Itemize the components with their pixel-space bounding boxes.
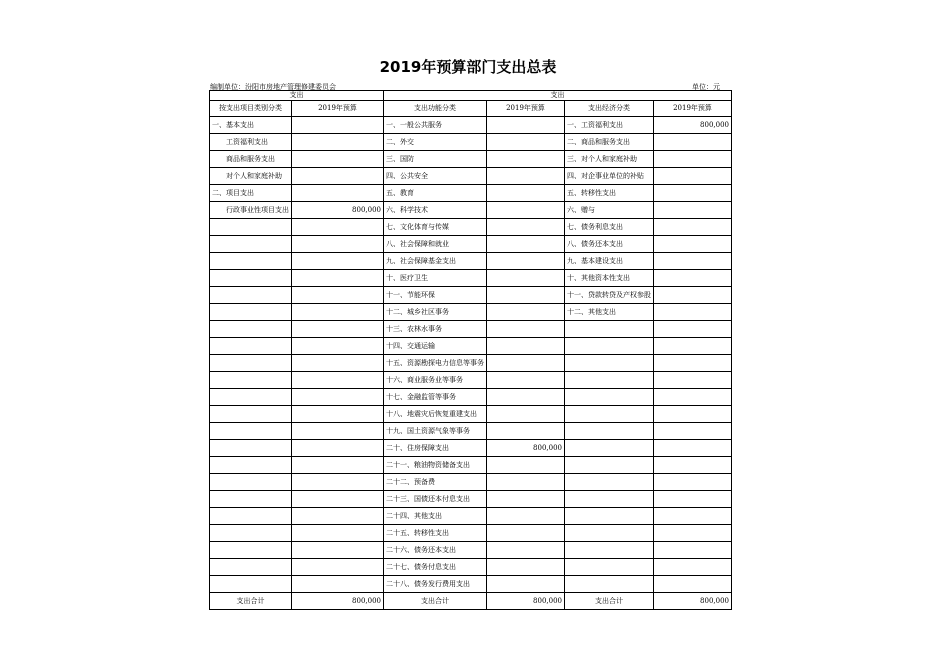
budget-cell — [654, 389, 732, 406]
economic-cell — [565, 423, 654, 440]
category-cell — [210, 440, 292, 457]
economic-cell — [565, 338, 654, 355]
header-col-function: 支出功能分类 — [384, 101, 487, 117]
table-row — [210, 355, 732, 372]
category-cell — [210, 457, 292, 474]
budget-cell — [292, 474, 384, 491]
budget-cell — [292, 253, 384, 270]
budget-cell — [654, 474, 732, 491]
budget-cell — [487, 304, 565, 321]
economic-cell: 八、债务还本支出 — [565, 236, 654, 253]
function-cell: 十、医疗卫生 — [384, 270, 487, 287]
category-cell — [210, 576, 292, 593]
category-cell — [210, 389, 292, 406]
economic-cell — [565, 440, 654, 457]
table-row — [210, 168, 732, 185]
header-col-budget-3: 2019年预算 — [654, 101, 732, 117]
category-cell — [210, 406, 292, 423]
budget-cell — [292, 491, 384, 508]
economic-cell — [565, 508, 654, 525]
category-cell: 行政事业性项目支出 — [210, 202, 292, 219]
economic-cell — [565, 542, 654, 559]
table-body — [210, 117, 732, 593]
economic-cell — [565, 474, 654, 491]
budget-cell — [654, 253, 732, 270]
economic-cell — [565, 321, 654, 338]
economic-cell — [565, 576, 654, 593]
total-label: 支出合计 — [210, 593, 292, 610]
table-row — [210, 525, 732, 542]
budget-cell — [292, 134, 384, 151]
budget-cell — [487, 423, 565, 440]
function-cell: 二十、住房保障支出 — [384, 440, 487, 457]
function-cell: 二十七、债务付息支出 — [384, 559, 487, 576]
function-cell: 四、公共安全 — [384, 168, 487, 185]
function-cell: 七、文化体育与传媒 — [384, 219, 487, 236]
budget-cell — [292, 457, 384, 474]
table-row — [210, 321, 732, 338]
budget-cell — [654, 576, 732, 593]
budget-cell — [654, 304, 732, 321]
budget-cell — [654, 219, 732, 236]
total-label: 支出合计 — [384, 593, 487, 610]
category-cell — [210, 559, 292, 576]
economic-cell: 十、其他资本性支出 — [565, 270, 654, 287]
economic-cell — [565, 406, 654, 423]
table-row — [210, 304, 732, 321]
category-cell: 商品和服务支出 — [210, 151, 292, 168]
function-cell: 二十五、转移性支出 — [384, 525, 487, 542]
table-row — [210, 491, 732, 508]
budget-cell — [292, 321, 384, 338]
budget-cell — [292, 304, 384, 321]
table-row — [210, 576, 732, 593]
budget-cell — [654, 491, 732, 508]
category-cell — [210, 355, 292, 372]
function-cell: 九、社会保障基金支出 — [384, 253, 487, 270]
table-row — [210, 440, 732, 457]
budget-cell: 800,000 — [487, 440, 565, 457]
table-row — [210, 542, 732, 559]
table-row — [210, 219, 732, 236]
header-col-economic: 支出经济分类 — [565, 101, 654, 117]
table-row — [210, 270, 732, 287]
economic-cell: 五、转移性支出 — [565, 185, 654, 202]
economic-cell: 十一、贷款转贷及产权参股 — [565, 287, 654, 304]
budget-cell — [487, 253, 565, 270]
budget-cell — [654, 457, 732, 474]
budget-cell — [487, 151, 565, 168]
budget-cell — [487, 372, 565, 389]
budget-cell — [292, 389, 384, 406]
budget-cell — [487, 542, 565, 559]
budget-cell — [654, 185, 732, 202]
category-cell — [210, 236, 292, 253]
budget-cell — [487, 559, 565, 576]
category-cell — [210, 321, 292, 338]
budget-cell — [487, 202, 565, 219]
table-row — [210, 117, 732, 134]
budget-cell — [292, 423, 384, 440]
budget-cell — [487, 474, 565, 491]
budget-cell — [654, 525, 732, 542]
economic-cell: 六、赠与 — [565, 202, 654, 219]
function-cell: 十九、国土资源气象等事务 — [384, 423, 487, 440]
currency-unit: 单位：元 — [692, 83, 720, 91]
function-cell: 十六、商业服务业等事务 — [384, 372, 487, 389]
category-cell — [210, 338, 292, 355]
budget-cell — [487, 321, 565, 338]
budget-cell — [292, 270, 384, 287]
economic-cell: 二、商品和服务支出 — [565, 134, 654, 151]
budget-cell: 800,000 — [654, 117, 732, 134]
category-cell: 二、项目支出 — [210, 185, 292, 202]
budget-cell — [292, 372, 384, 389]
category-cell — [210, 491, 292, 508]
budget-cell — [654, 321, 732, 338]
category-cell: 工资福利支出 — [210, 134, 292, 151]
budget-cell — [654, 202, 732, 219]
budget-cell: 800,000 — [292, 202, 384, 219]
function-cell: 十二、城乡社区事务 — [384, 304, 487, 321]
economic-cell: 三、对个人和家庭补助 — [565, 151, 654, 168]
function-cell: 五、教育 — [384, 185, 487, 202]
function-cell: 十五、资源勘探电力信息等事务 — [384, 355, 487, 372]
economic-cell: 四、对企事业单位的补贴 — [565, 168, 654, 185]
budget-cell — [487, 355, 565, 372]
header-col-budget-1: 2019年预算 — [292, 101, 384, 117]
expenditure-table — [209, 90, 732, 610]
budget-cell — [292, 355, 384, 372]
economic-cell — [565, 355, 654, 372]
economic-cell — [565, 389, 654, 406]
table-row — [210, 236, 732, 253]
budget-cell — [292, 576, 384, 593]
table-row — [210, 134, 732, 151]
budget-cell — [487, 134, 565, 151]
function-cell: 二十二、预备费 — [384, 474, 487, 491]
table-row — [210, 338, 732, 355]
economic-cell: 一、工资福利支出 — [565, 117, 654, 134]
economic-cell — [565, 372, 654, 389]
compiling-unit: 编制单位：汾阳市房地产管理修建委员会 — [210, 83, 336, 91]
budget-cell — [487, 168, 565, 185]
table-row — [210, 202, 732, 219]
table-row — [210, 185, 732, 202]
table-row — [210, 457, 732, 474]
economic-cell — [565, 559, 654, 576]
function-cell: 八、社会保障和就业 — [384, 236, 487, 253]
category-cell — [210, 372, 292, 389]
budget-cell — [292, 508, 384, 525]
budget-cell — [292, 440, 384, 457]
budget-cell — [292, 287, 384, 304]
function-cell: 十三、农林水事务 — [384, 321, 487, 338]
budget-cell — [292, 525, 384, 542]
budget-cell — [654, 406, 732, 423]
header-col-budget-2: 2019年预算 — [487, 101, 565, 117]
category-cell — [210, 542, 292, 559]
total-value: 800,000 — [487, 593, 565, 610]
table-row — [210, 389, 732, 406]
category-cell: 对个人和家庭补助 — [210, 168, 292, 185]
economic-cell: 七、债务利息支出 — [565, 219, 654, 236]
category-cell: 一、基本支出 — [210, 117, 292, 134]
budget-cell — [654, 338, 732, 355]
budget-cell — [487, 389, 565, 406]
budget-cell — [292, 117, 384, 134]
budget-cell — [654, 423, 732, 440]
header-group-right: 支出 — [384, 91, 732, 101]
budget-cell — [487, 406, 565, 423]
economic-cell — [565, 457, 654, 474]
function-cell: 十一、节能环保 — [384, 287, 487, 304]
category-cell — [210, 270, 292, 287]
table-row — [210, 423, 732, 440]
category-cell — [210, 287, 292, 304]
budget-cell — [654, 372, 732, 389]
function-cell: 二十四、其他支出 — [384, 508, 487, 525]
function-cell: 十七、金融监管等事务 — [384, 389, 487, 406]
table-row — [210, 253, 732, 270]
budget-cell — [487, 236, 565, 253]
budget-cell — [487, 457, 565, 474]
budget-cell — [654, 236, 732, 253]
total-row — [210, 593, 732, 610]
budget-cell — [292, 338, 384, 355]
function-cell: 六、科学技术 — [384, 202, 487, 219]
header-col-category: 按支出项目类别分类 — [210, 101, 292, 117]
budget-cell — [292, 542, 384, 559]
economic-cell — [565, 525, 654, 542]
function-cell: 二、外交 — [384, 134, 487, 151]
budget-cell — [292, 559, 384, 576]
table-row — [210, 372, 732, 389]
budget-cell — [654, 151, 732, 168]
category-cell — [210, 474, 292, 491]
budget-cell — [654, 168, 732, 185]
budget-cell — [487, 338, 565, 355]
table-row — [210, 508, 732, 525]
budget-cell — [654, 355, 732, 372]
budget-cell — [487, 287, 565, 304]
budget-cell — [487, 219, 565, 236]
table-row — [210, 474, 732, 491]
economic-cell: 十二、其他支出 — [565, 304, 654, 321]
function-cell: 二十八、债务发行费用支出 — [384, 576, 487, 593]
budget-cell — [654, 270, 732, 287]
budget-cell — [487, 508, 565, 525]
budget-cell — [654, 559, 732, 576]
budget-cell — [292, 151, 384, 168]
economic-cell: 九、基本建设支出 — [565, 253, 654, 270]
function-cell: 一、一般公共服务 — [384, 117, 487, 134]
budget-cell — [292, 406, 384, 423]
category-cell — [210, 253, 292, 270]
category-cell — [210, 423, 292, 440]
budget-cell — [292, 185, 384, 202]
category-cell — [210, 219, 292, 236]
table-row — [210, 287, 732, 304]
category-cell — [210, 304, 292, 321]
budget-cell — [654, 134, 732, 151]
function-cell: 二十六、债务还本支出 — [384, 542, 487, 559]
function-cell: 十八、地震灾后恢复重建支出 — [384, 406, 487, 423]
budget-cell — [654, 287, 732, 304]
budget-cell — [292, 168, 384, 185]
economic-cell — [565, 491, 654, 508]
category-cell — [210, 525, 292, 542]
total-value: 800,000 — [654, 593, 732, 610]
table-row — [210, 559, 732, 576]
budget-cell — [292, 236, 384, 253]
function-cell: 十四、交通运输 — [384, 338, 487, 355]
table-row — [210, 151, 732, 168]
function-cell: 二十三、国债还本付息支出 — [384, 491, 487, 508]
function-cell: 二十一、粮油物资储备支出 — [384, 457, 487, 474]
budget-cell — [654, 542, 732, 559]
budget-cell — [487, 270, 565, 287]
table-row — [210, 406, 732, 423]
budget-cell — [292, 219, 384, 236]
header-group-left: 支出 — [210, 91, 384, 101]
budget-cell — [487, 525, 565, 542]
budget-cell — [487, 117, 565, 134]
budget-cell — [654, 508, 732, 525]
budget-cell — [487, 185, 565, 202]
category-cell — [210, 508, 292, 525]
budget-cell — [487, 576, 565, 593]
budget-cell — [654, 440, 732, 457]
function-cell: 三、国防 — [384, 151, 487, 168]
total-value: 800,000 — [292, 593, 384, 610]
total-label: 支出合计 — [565, 593, 654, 610]
budget-cell — [487, 491, 565, 508]
page-title: 2019年预算部门支出总表 — [379, 58, 557, 76]
